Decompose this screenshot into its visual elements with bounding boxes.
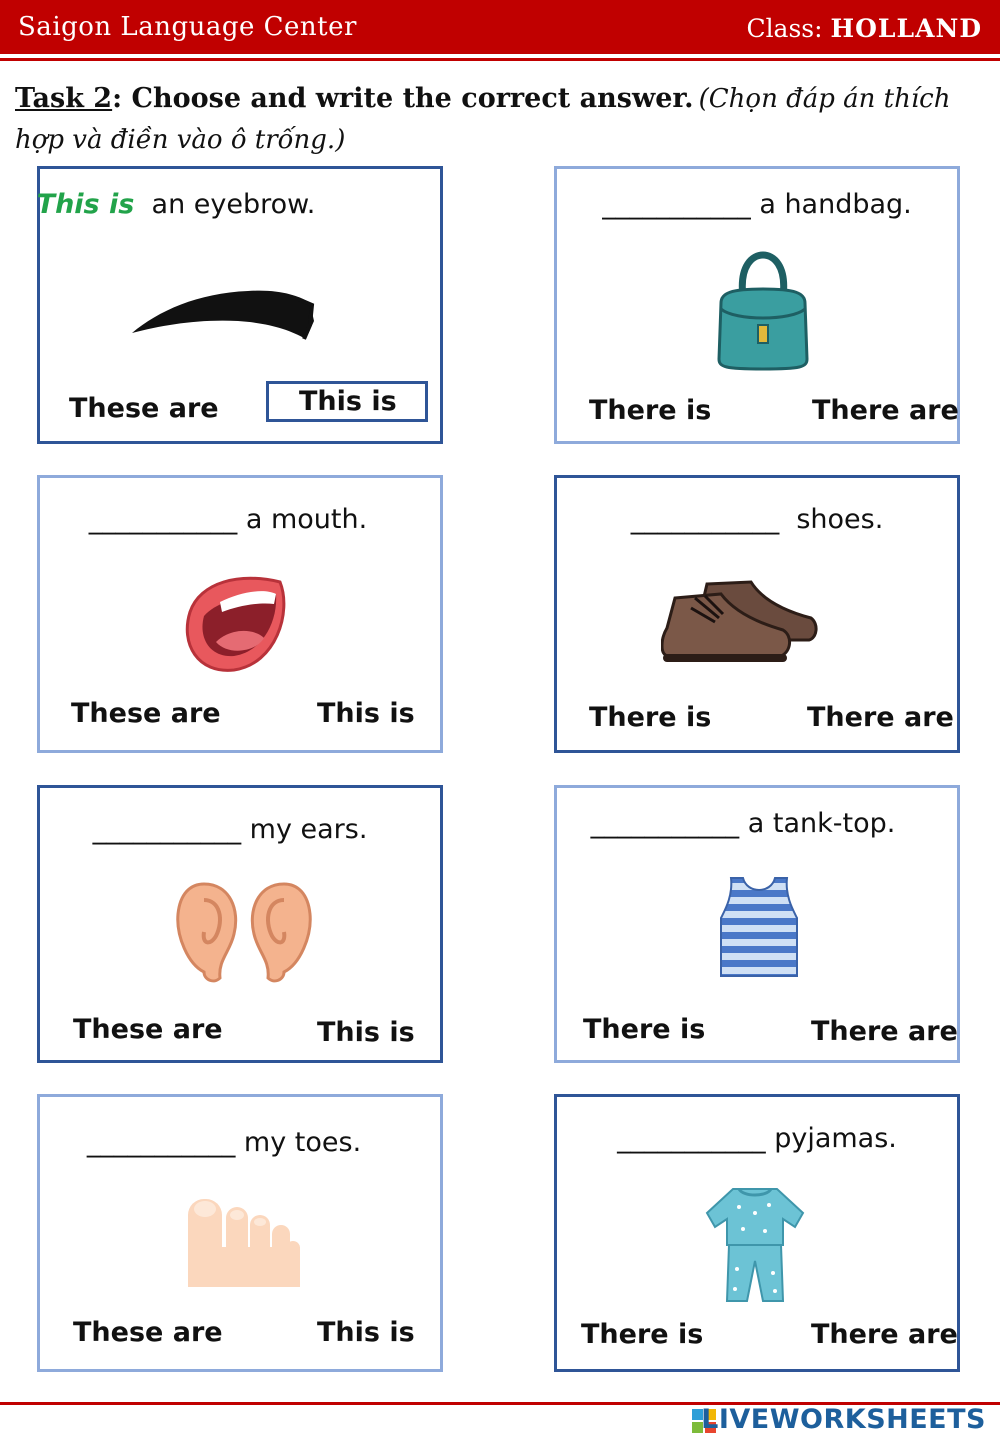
option-there-are[interactable]: There are (811, 1319, 958, 1350)
handbag-image (715, 251, 811, 373)
pyjamas-image (703, 1183, 807, 1307)
sentence (543, 808, 943, 839)
option-this-is[interactable]: This is (317, 1017, 415, 1048)
task-translation: (Chọn đáp án thích hợp và điền vào ô trống.) (15, 84, 951, 155)
sentence (557, 1123, 957, 1154)
task-instructions (15, 80, 985, 162)
option-there-are[interactable]: There are (811, 1016, 958, 1047)
option-this-is-selected[interactable]: This is (266, 381, 428, 422)
card-handbag (554, 166, 960, 444)
sentence (0, 189, 376, 220)
sentence-text: an eyebrow. (134, 189, 316, 220)
answer-blank[interactable]: ___________ (92, 814, 242, 845)
card-pyjamas (554, 1094, 960, 1372)
sentence-text: my toes. (235, 1127, 362, 1158)
sentence-text: a mouth. (237, 504, 368, 535)
sentence (24, 1127, 424, 1158)
sentence-text: pyjamas. (765, 1123, 897, 1154)
option-these-are[interactable]: These are (73, 1014, 223, 1045)
ears-image (174, 880, 314, 984)
mouth-image (180, 572, 290, 676)
option-there-is[interactable]: There is (581, 1319, 704, 1350)
task-number: Task 2 (15, 83, 113, 114)
option-these-are[interactable]: These are (73, 1317, 223, 1348)
class-name: HOLLAND (830, 14, 982, 43)
option-these-are[interactable]: These are (69, 393, 219, 424)
option-these-are[interactable]: These are (71, 698, 221, 729)
liveworksheets-brand[interactable]: LIVEWORKSHEETS (701, 1404, 986, 1435)
header-divider (0, 58, 1000, 61)
eyebrow-image (128, 281, 318, 351)
answer-blank[interactable]: ___________ (602, 189, 751, 220)
answer-blank[interactable]: ___________ (590, 808, 740, 839)
class-label: Class: (746, 14, 823, 43)
sentence-text: shoes. (779, 504, 884, 535)
card-toes (37, 1094, 443, 1372)
option-this-is[interactable]: This is (317, 698, 415, 729)
toes-image (186, 1195, 302, 1291)
answer-blank[interactable]: ___________ (86, 1127, 236, 1158)
task-instruction: : Choose and write the correct answer. (112, 83, 694, 114)
option-there-are[interactable]: There are (812, 395, 959, 426)
class-info (746, 14, 982, 43)
sentence-text: my ears. (241, 814, 368, 845)
option-there-is[interactable]: There is (589, 395, 712, 426)
sentence (557, 189, 957, 220)
option-there-are[interactable]: There are (807, 702, 954, 733)
answer-blank[interactable]: ___________ (617, 1123, 766, 1154)
card-mouth (37, 475, 443, 753)
header-bar (0, 0, 1000, 54)
sentence-text: a handbag. (750, 189, 912, 220)
sentence (30, 814, 430, 845)
tank-top-image (717, 876, 801, 980)
center-name: Saigon Language Center (18, 12, 357, 42)
card-shoes (554, 475, 960, 753)
given-answer: This is (36, 189, 135, 220)
option-this-is[interactable]: This is (317, 1317, 415, 1348)
sentence (557, 504, 957, 535)
answer-blank[interactable]: ___________ (88, 504, 238, 535)
option-there-is[interactable]: There is (583, 1014, 706, 1045)
card-eyebrow (37, 166, 443, 444)
sentence (28, 504, 428, 535)
sentence-text: a tank-top. (739, 808, 896, 839)
option-there-is[interactable]: There is (589, 702, 712, 733)
card-tank-top (554, 785, 960, 1063)
shoes-image (661, 578, 821, 668)
answer-blank[interactable]: ___________ (630, 504, 780, 535)
card-ears (37, 785, 443, 1063)
